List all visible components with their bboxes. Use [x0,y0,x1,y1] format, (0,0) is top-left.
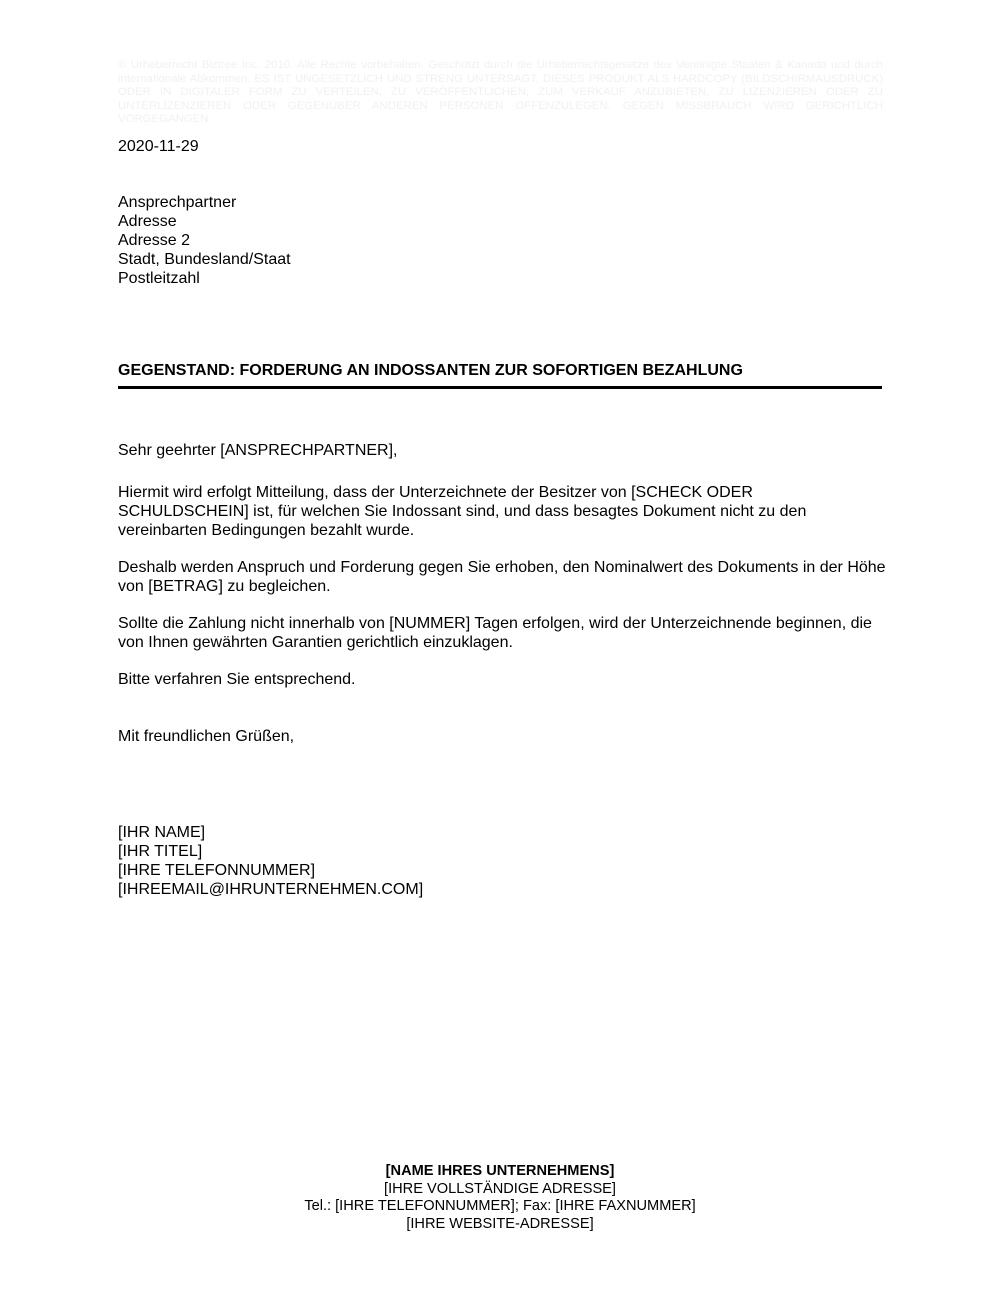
recipient-city-state: Stadt, Bundesland/Staat [118,251,291,268]
footer-website: [IHRE WEBSITE-ADRESSE] [406,1215,594,1232]
recipient-address-block [118,193,291,288]
body-paragraph-request: Bitte verfahren Sie entsprechend. [118,671,356,688]
body-paragraph-notice: Hiermit wird erfolgt Mitteilung, dass der Unterzeichnete der Besitzer von [SCHECK ODER SCHULDSCHEIN] ist, für welchen Sie Indossant sind, und dass besagtes Dokument nicht zu den vereinbarten Bedingungen bezahlt wurde. [118,484,807,539]
signature-block [118,823,423,899]
recipient-postal-code: Postleitzahl [118,270,200,287]
footer-company-name: [NAME IHRES UNTERNEHMENS] [385,1163,615,1179]
letter-date: 2020-11-29 [118,138,199,155]
copyright-notice: © Urheberrecht Biztree Inc. 2010. Alle Rechte vorbehalten. Geschützt durch die Urheberrechtsgesetze des Vereinigte Staaten & Kanada und durch internationale Abkommen. ES IST UNGESETZLICH UND STRENG UNTERSAGT, DIESES PRODUKT ALS HARDCOPY (BILDSCHIRMAUSDRUCK) ODER IN DIGITALER FORM ZU VERTEILEN, ZU VERÖFFENTLICHEN, ZUM VERKAUF ANZUBIETEN, ZU LIZENZIEREN ODER ZU UNTERLIZENZIEREN ODER GEGENÜBER ANDEREN PERSONEN OFFENZULEGEN. GEGEN MISSBRAUCH WIRD GERICHTLICH VORGEGANGEN. [118,59,883,126]
signature-phone: [IHRE TELEFONNUMMER] [118,862,316,879]
body-paragraph-demand: Deshalb werden Anspruch und Forderung gegen Sie erhoben, den Nominalwert des Dokuments in der Höhe von [BETRAG] zu begleichen. [118,559,886,595]
subject-heading: GEGENSTAND: FORDERUNG AN INDOSSANTEN ZUR SOFORTIGEN BEZAHLUNG [118,362,743,379]
signature-email: [IHREEMAIL@IHRUNTERNEHMEN.COM] [118,881,424,898]
recipient-address-line-2: Adresse 2 [118,232,191,249]
recipient-contact: Ansprechpartner [118,194,237,211]
footer-address: [IHRE VOLLSTÄNDIGE ADRESSE] [384,1180,616,1197]
subject-divider [118,386,882,389]
closing: Mit freundlichen Grüßen, [118,728,295,745]
letterhead-footer [0,1163,1000,1233]
body-paragraph-legal-action: Sollte die Zahlung nicht innerhalb von [NUMMER] Tagen erfolgen, wird der Unterzeichnende beginnen, die von Ihnen gewährten Garantien gerichtlich einzuklagen. [118,615,872,651]
signature-name: [IHR NAME] [118,824,206,841]
footer-phone-fax: Tel.: [IHRE TELEFONNUMMER]; Fax: [IHRE FAXNUMMER] [304,1198,696,1215]
salutation: Sehr geehrter [ANSPRECHPARTNER], [118,442,398,459]
recipient-address-line-1: Adresse [118,213,177,230]
signature-title: [IHR TITEL] [118,843,203,860]
